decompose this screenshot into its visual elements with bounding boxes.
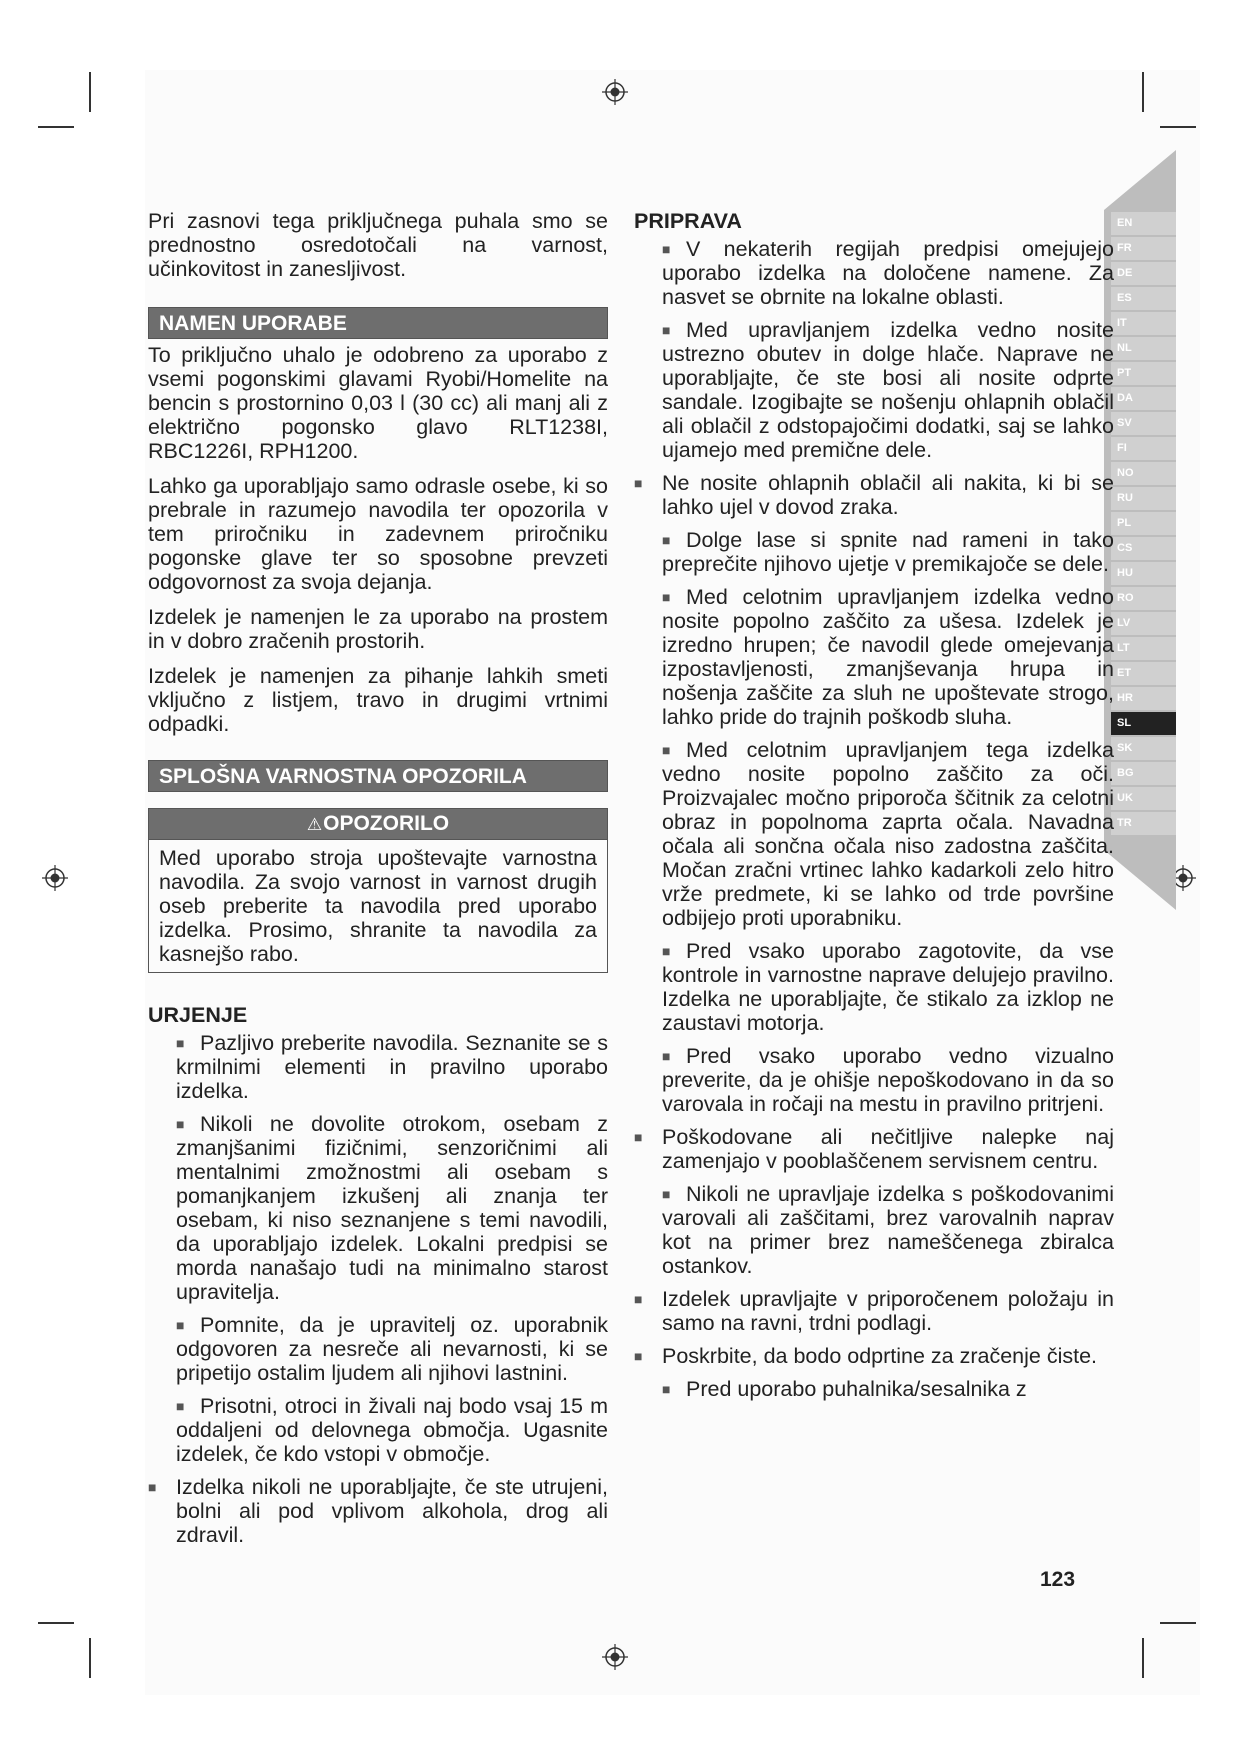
list-item: ■ Pomnite, da je upravitelj oz. uporabnik odgovoren za nesreče ali nevarnosti, ki se pripetijo ostalim ljudem ali njihovi lastnini. — [148, 1313, 608, 1385]
language-tab-sk: SK — [1111, 737, 1176, 760]
list-item: ■ Med celotnim upravljanjem izdelka vedno nosite popolno zaščito za ušesa. Izdelek je izredno hrupen; če navodil glede omejevanja izpostavljenosti, zmanjševanja hrupa in nošenja zaščite za sluh ne upoštevate strogo, lahko pride do trajnih poškodb sluha. — [634, 585, 1114, 729]
language-tab-cs: CS — [1111, 537, 1176, 560]
list-item: ■ Poškodovane ali nečitljive nalepke naj zamenjajo v pooblaščenem servisnem centru. — [634, 1125, 1114, 1173]
list-item: ■ Prisotni, otroci in živali naj bodo vsaj 15 m oddaljeni od delovnega območja. Ugasnite izdelek, če kdo vstopi v območje. — [148, 1394, 608, 1466]
priprava-list — [634, 237, 1114, 1401]
list-item: ■ Pred vsako uporabo zagotovite, da vse kontrole in varnostne naprave delujejo pravilno. Izdelka ne uporabljajte, če stikalo za izklop ne zaustavi motorja. — [634, 939, 1114, 1035]
list-item: ■ Pred vsako uporabo vedno vizualno preverite, da je ohišje nepoškodovano in da so varovala in ročaji na mestu in pravilno pritrjeni. — [634, 1044, 1114, 1116]
crop-mark — [89, 1638, 91, 1678]
list-item: ■ Ne nosite ohlapnih oblačil ali nakita, ki bi se lahko ujel v dovod zraka. — [634, 471, 1114, 519]
registration-mark-icon — [42, 865, 68, 891]
section-heading-priprava: PRIPRAVA — [634, 209, 742, 233]
list-item: ■ Izdelka nikoli ne uporabljajte, če ste utrujeni, bolni ali pod vplivom alkohola, drog ali zdravil. — [148, 1475, 608, 1547]
language-tab-bg: BG — [1111, 762, 1176, 785]
right-column — [634, 209, 1114, 1410]
list-item: ■ Pred uporabo puhalnika/sesalnika z — [634, 1377, 1114, 1401]
crop-mark — [1142, 72, 1144, 112]
list-item: ■ Nikoli ne upravljaje izdelka s poškodovanimi varovali ali zaščitami, brez varovalnih naprav kot na primer brez nameščenega zbiralca ostankov. — [634, 1182, 1114, 1278]
language-tab-sl: SL — [1111, 712, 1176, 735]
registration-mark-icon — [602, 1644, 628, 1670]
crop-mark — [1160, 126, 1196, 128]
list-item: ■ Nikoli ne dovolite otrokom, osebam z zmanjšanimi fizičnimi, senzoričnimi ali mentalnimi zmožnostmi ali osebam s pomanjkanjem izkušenj ali znanja ter osebam, ki niso seznanjene s temi navodili, da uporabljajo izdelek. Lokalni predpisi se morda nanašajo tudi na minimalno starost upravitelja. — [148, 1112, 608, 1304]
warning-text: Med uporabo stroja upoštevajte varnostna navodila. Za svojo varnost in varnost drugih oseb preberite ta navodila pred uporabo izdelka. Prosimo, shranite ta navodila za kasnejšo rabo. — [159, 846, 597, 966]
section-heading-urjenje: URJENJE — [148, 1003, 248, 1027]
urjenje-list — [148, 1031, 608, 1547]
language-tab-lv: LV — [1111, 612, 1176, 635]
language-tab-it: IT — [1111, 312, 1176, 335]
language-tabs — [1111, 212, 1176, 837]
list-item: ■ V nekaterih regijah predpisi omejujejo uporabo izdelka na določene namene. Za nasvet se obrnite na lokalne oblasti. — [634, 237, 1114, 309]
language-tab-es: ES — [1111, 287, 1176, 310]
language-tab-en: EN — [1111, 212, 1176, 235]
crop-mark — [89, 72, 91, 112]
list-item: ■ Poskrbite, da bodo odprtine za zračenje čiste. — [634, 1344, 1114, 1368]
list-item: ■ Med celotnim upravljanjem tega izdelka vedno nosite popolno zaščito za oči. Proizvajalec močno priporoča ščitnik za celotni obraz in popolnoma zaprta očala. Navadna očala ali sončna očala niso zadostna zaščita. Močan zračni vrtinec lahko kadarkoli zelo hitro vrže predmete, ki se lahko od trde površine odbijejo proti uporabniku. — [634, 738, 1114, 930]
language-tab-nl: NL — [1111, 337, 1176, 360]
language-tab-pl: PL — [1111, 512, 1176, 535]
warning-box — [148, 808, 608, 973]
left-column — [148, 209, 608, 1556]
language-tab-fi: FI — [1111, 437, 1176, 460]
language-tab-no: NO — [1111, 462, 1176, 485]
section-heading-namen: NAMEN UPORABE — [148, 307, 608, 339]
language-tab-fr: FR — [1111, 237, 1176, 260]
intro-text: Pri zasnovi tega priključnega puhala smo se prednostno osredotočali na varnost, učinkovitost in zanesljivost. — [148, 209, 608, 281]
warning-triangle-icon: ⚠ — [306, 815, 323, 834]
crop-mark — [38, 1622, 74, 1624]
language-tab-ro: RO — [1111, 587, 1176, 610]
language-tab-lt: LT — [1111, 637, 1176, 660]
crop-mark — [1160, 1622, 1196, 1624]
language-tab-pt: PT — [1111, 362, 1176, 385]
language-tab-sv: SV — [1111, 412, 1176, 435]
warning-title: OPOZORILO — [323, 812, 450, 835]
language-tab-de: DE — [1111, 262, 1176, 285]
namen-paragraph: Lahko ga uporabljajo samo odrasle osebe, ki so prebrale in razumejo navodila ter opozorila v tem priročniku in zadevnem priročniku pogonske glave ter so sposobne prevzeti odgovornost za svoja dejanja. — [148, 474, 608, 594]
language-tab-et: ET — [1111, 662, 1176, 685]
crop-mark — [1142, 1638, 1144, 1678]
namen-paragraph: To priključno uhalo je odobreno za uporabo z vsemi pogonskimi glavami Ryobi/Homelite na bencin s prostornino 0,03 l (30 cc) ali manj ali z električno pogonsko glavo RLT1238I, RBC1226I, RPH1200. — [148, 343, 608, 463]
warning-header — [149, 809, 607, 840]
language-tab-uk: UK — [1111, 787, 1176, 810]
list-item: ■ Izdelek upravljajte v priporočenem položaju in samo na ravni, trdni podlagi. — [634, 1287, 1114, 1335]
crop-mark — [38, 126, 74, 128]
language-tab-tr: TR — [1111, 812, 1176, 835]
namen-paragraph: Izdelek je namenjen le za uporabo na prostem in v dobro zračenih prostorih. — [148, 605, 608, 653]
language-tab-hr: HR — [1111, 687, 1176, 710]
namen-paragraph: Izdelek je namenjen za pihanje lahkih smeti vključno z listjem, travo in drugimi vrtnimi odpadki. — [148, 664, 608, 736]
list-item: ■ Dolge lase si spnite nad rameni in tako preprečite njihovo ujetje v premikajoče se dele. — [634, 528, 1114, 576]
list-item: ■ Pazljivo preberite navodila. Seznanite se s krmilnimi elementi in pravilno uporabo izdelka. — [148, 1031, 608, 1103]
section-heading-splosna: SPLOŠNA VARNOSTNA OPOZORILA — [148, 760, 608, 792]
list-item: ■ Med upravljanjem izdelka vedno nosite ustrezno obutev in dolge hlače. Naprave ne uporabljajte, če ste bosi ali nosite odprte sandale. Izogibajte se nošenju ohlapnih oblačil ali oblačil z odstopajočimi dodatki, saj se lahko ujamejo med premične dele. — [634, 318, 1114, 462]
registration-mark-icon — [602, 79, 628, 105]
language-tab-ru: RU — [1111, 487, 1176, 510]
page-number: 123 — [1040, 1568, 1076, 1591]
language-tab-hu: HU — [1111, 562, 1176, 585]
language-tab-da: DA — [1111, 387, 1176, 410]
